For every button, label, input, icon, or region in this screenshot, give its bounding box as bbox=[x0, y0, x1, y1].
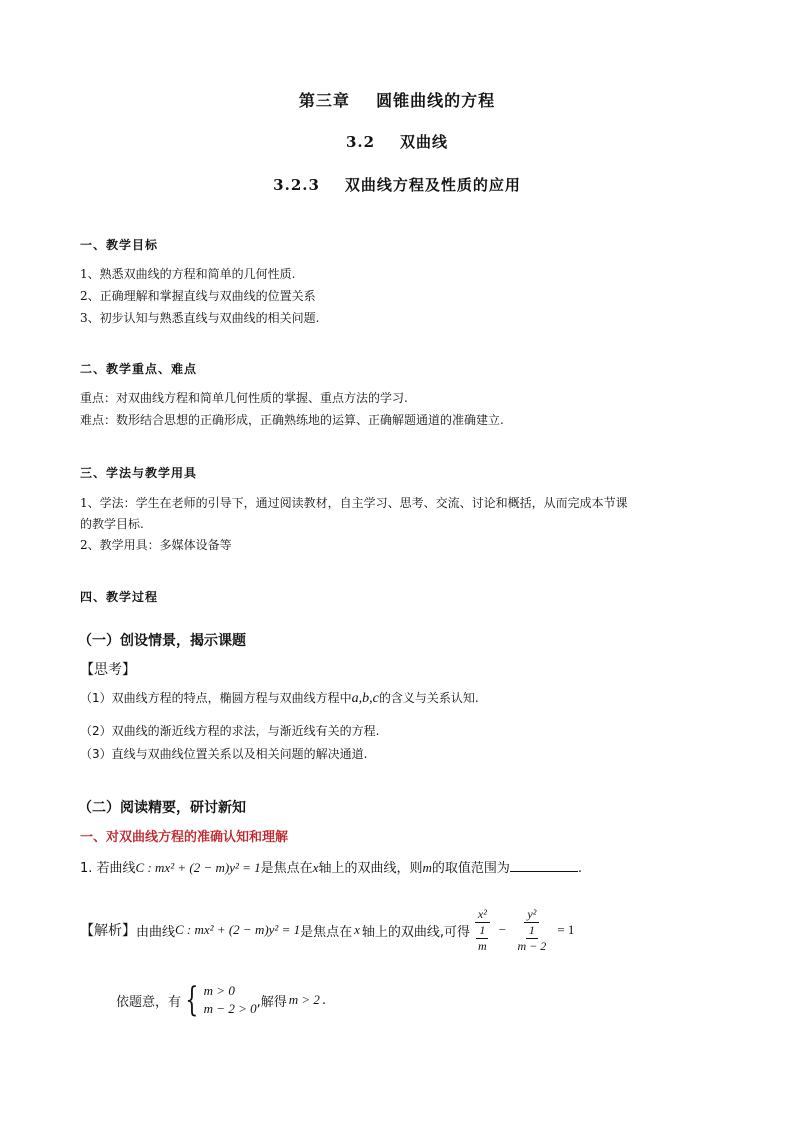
problem-1-prefix: 1. 若曲线 bbox=[80, 861, 136, 876]
fraction-1-over-m bbox=[475, 923, 490, 954]
goal-item-1: 1、熟悉双曲线的方程和简单的几何性质. bbox=[80, 267, 296, 281]
topic1-heading: 一、对双曲线方程的准确认知和理解 bbox=[80, 830, 289, 845]
fraction-y-numerator: y² bbox=[524, 907, 539, 923]
inequality-lines bbox=[204, 982, 257, 1018]
solution-1 bbox=[80, 898, 574, 962]
solution-minus: − bbox=[497, 922, 507, 937]
fraction-x-squared bbox=[472, 907, 493, 954]
problem-1-var: m bbox=[422, 860, 432, 875]
goals-heading: 一、教学目标 bbox=[80, 238, 159, 252]
question-1 bbox=[80, 689, 479, 707]
solution-label: 【解析】 bbox=[80, 923, 136, 939]
fraction-x-numerator: x² bbox=[475, 907, 490, 923]
condition-1: m > 0 bbox=[203, 983, 235, 998]
fraction-x-denominator bbox=[472, 923, 493, 954]
fraction-1-over-m-denominator: m bbox=[478, 938, 487, 953]
condition-2: m − 2 > 0 bbox=[203, 1001, 257, 1016]
problem-1-middle: 是焦点在 bbox=[260, 861, 313, 876]
methods-heading: 三、学法与教学用具 bbox=[80, 466, 198, 480]
fraction-1-over-m-minus-2-denominator: m − 2 bbox=[517, 938, 547, 953]
problem-1-equation: C : mx² + (2 − m)y² = 1 bbox=[135, 860, 261, 875]
question-1-prefix: （1）双曲线方程的特点，椭圆方程与双曲线方程中 bbox=[80, 691, 352, 705]
problem-1 bbox=[80, 857, 582, 876]
left-brace: { bbox=[185, 980, 199, 1020]
methods-item-1-line-1: 1、学法：学生在老师的引导下，通过阅读教材，自主学习、思考、交流、讨论和概括，从而完成本节课 bbox=[80, 496, 628, 510]
goal-item-3: 3、初步认知与熟悉直线与双曲线的相关问题. bbox=[80, 311, 320, 325]
conditions-prefix: 依题意，有 bbox=[116, 994, 182, 1010]
section-title: 3.2 双曲线 bbox=[346, 133, 448, 151]
fraction-1-over-m-numerator: 1 bbox=[476, 923, 488, 939]
solution-rhs: = 1 bbox=[557, 922, 575, 937]
fraction-y-squared bbox=[512, 907, 553, 954]
fraction-1-over-m-minus-2 bbox=[515, 923, 550, 954]
conditions-suffix: ,解得 bbox=[256, 994, 287, 1010]
solution-result-end: . bbox=[321, 992, 327, 1008]
answer-blank[interactable] bbox=[510, 858, 578, 872]
solution-middle2: 轴上的双曲线,可得 bbox=[361, 924, 471, 940]
fraction-y-denominator bbox=[512, 923, 553, 954]
solution-equation: C : mx² + (2 − m)y² = 1 bbox=[175, 922, 301, 937]
difficulty-item: 难点：数形结合思想的正确形成，正确熟练地的运算、正确解题通道的准确建立. bbox=[80, 413, 504, 427]
problem-1-suffix: 的取值范围为 bbox=[431, 861, 510, 876]
question-1-vars: a,b,c bbox=[351, 691, 379, 706]
question-1-suffix: 的含义与关系认知. bbox=[378, 691, 479, 705]
key-points-heading: 二、教学重点、难点 bbox=[80, 362, 198, 376]
process-heading: 四、教学过程 bbox=[80, 590, 159, 604]
problem-1-middle2: 轴上的双曲线，则 bbox=[318, 861, 423, 876]
solution-middle: 是焦点在 bbox=[300, 924, 353, 940]
goal-item-2: 2、正确理解和掌握直线与双曲线的位置关系 bbox=[80, 289, 316, 303]
lesson-title: 3.2.3 双曲线方程及性质的应用 bbox=[273, 176, 521, 194]
solution-prefix: 由曲线 bbox=[136, 924, 176, 940]
problem-1-end: . bbox=[577, 861, 582, 876]
part1-heading: （一）创设情景，揭示课题 bbox=[78, 633, 246, 649]
problem-1-axis: x bbox=[312, 860, 319, 875]
question-2: （2）双曲线的渐近线方程的求法，与渐近线有关的方程. bbox=[80, 724, 380, 738]
key-point-item: 重点：对双曲线方程和简单几何性质的掌握、重点方法的学习. bbox=[80, 391, 408, 405]
solution-conditions bbox=[116, 976, 326, 1024]
think-label: 【思考】 bbox=[80, 662, 136, 678]
fraction-1-over-m-minus-2-numerator: 1 bbox=[526, 923, 538, 939]
methods-item-1-line-2: 的教学目标. bbox=[80, 517, 144, 531]
solution-axis: x bbox=[354, 922, 360, 937]
methods-item-2: 2、教学用具：多媒体设备等 bbox=[80, 538, 232, 552]
part2-heading: （二）阅读精要，研讨新知 bbox=[78, 800, 246, 816]
question-3: （3）直线与双曲线位置关系以及相关问题的解决通道. bbox=[80, 747, 368, 761]
solution-result: m > 2 bbox=[288, 992, 320, 1007]
inequality-system bbox=[181, 982, 257, 1018]
chapter-title: 第三章 圆锥曲线的方程 bbox=[298, 91, 496, 110]
